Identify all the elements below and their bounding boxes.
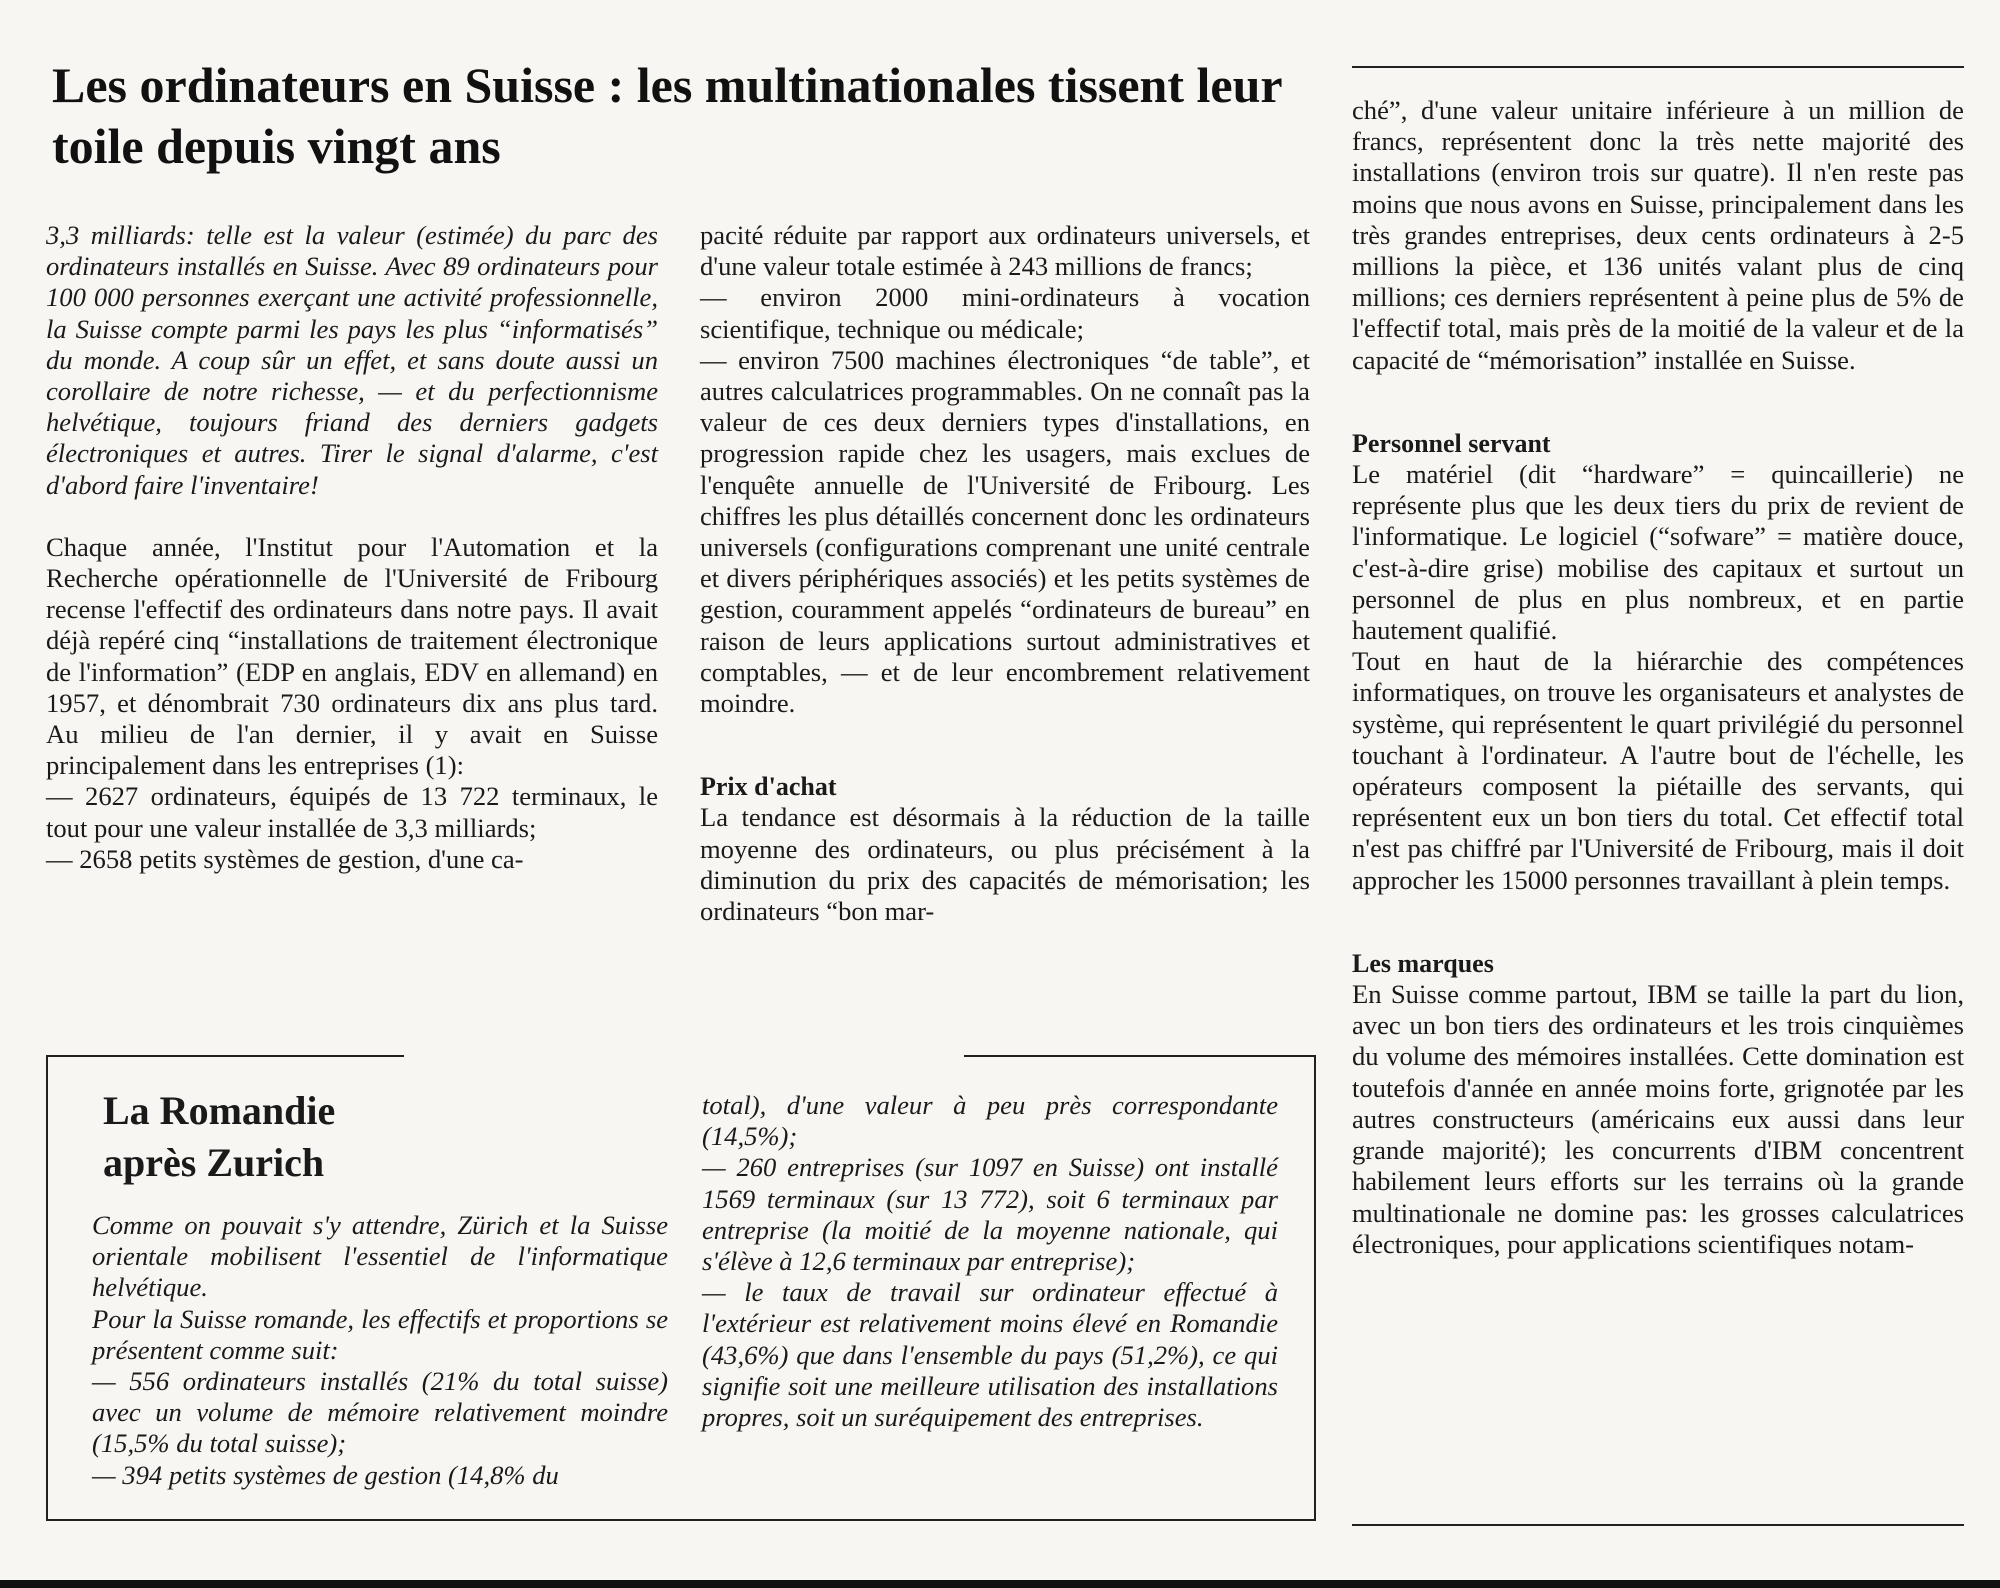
box-paragraph: Pour la Suisse romande, les effectifs et proportions se présentent comme suit: — [92, 1303, 668, 1365]
article-paragraph: — environ 7500 machines électroniques “de table”, et autres calculatrices programmables. On ne connaît pas la valeur de ces deux derniers types d'installations, en progression rapide chez les usagers, mais exclues de l'enquête annuelle de l'Université de Fribourg. Les chiffres les plus détaillés concernent donc les ordinateurs universels (configurations comprenant une unité centrale et divers périphériques associés) et les petits systèmes de gestion, couramment appelés “ordinateurs de bureau” en raison de leurs applications surtout administratives et comptables, — et de leur encombrement relativement moindre. — [700, 344, 1310, 719]
box-paragraph: Comme on pouvait s'y attendre, Zürich et la Suisse orientale mobilisent l'essentiel de l'informatique helvétique. — [92, 1210, 668, 1303]
article-column-2 — [700, 220, 1310, 927]
box-paragraph: — 394 petits systèmes de gestion (14,8% du — [92, 1459, 559, 1490]
article-paragraph: Le matériel (dit “hardware” = quincaillerie) ne représente plus que les deux tiers du prix de revient de l'informatique. Le logiciel (“sofware” = matière douce, c'est-à-dire grise) mobilise des capitaux et surtout un personnel de plus en plus nombreux, et en partie hautement qualifié. — [1352, 459, 1964, 646]
box-paragraph: — 260 entreprises (sur 1097 en Suisse) ont installé 1569 terminaux (sur 13 772), soit 6 terminaux par entreprise (la moitié de la moyenne nationale, qui s'élève à 12,6 terminaux par entreprise); — [702, 1152, 1278, 1277]
page-edge — [0, 1580, 2000, 1588]
article-paragraph: En Suisse comme partout, IBM se taille la part du lion, avec un bon tiers des ordinateurs et les trois cinquièmes du volume des mémoires installées. Cette domination est toutefois d'année en année moins forte, grignotée par les autres constructeurs (américains eux aussi dans leur grande majorité); les concurrents d'IBM concentrent habilement leurs efforts sur les terrains où la grande multinationale ne domine pas: les grosses calculatrices électroniques, pour applications scientifiques notam- — [1352, 979, 1964, 1259]
article-paragraph: — environ 2000 mini-ordinateurs à vocation scientifique, technique ou médicale; — [700, 282, 1310, 344]
box-title — [103, 1085, 523, 1189]
box-column-left — [92, 1210, 668, 1491]
box-column-right — [702, 1090, 1278, 1433]
box-title-line: La Romandie — [103, 1088, 336, 1133]
section-heading-personnel: Personnel servant — [1352, 428, 1551, 458]
box-rule-right — [964, 1055, 1316, 1057]
article-paragraph: Chaque année, l'Institut pour l'Automation et la Recherche opérationnelle de l'Université de Fribourg recense l'effectif des ordinateurs dans notre pays. Il avait déjà repéré cinq “installations de traitement électronique de l'information” (EDP en anglais, EDV en allemand) en 1957, et dénombrait 730 ordinateurs dix ans plus tard. Au milieu de l'an dernier, il y avait en Suisse principalement dans les entreprises (1): — [46, 531, 658, 781]
article-paragraph: — 2658 petits systèmes de gestion, d'une ca- — [46, 843, 524, 874]
box-rule-left — [46, 1055, 404, 1057]
box-paragraph: — le taux de travail sur ordinateur effectué à l'extérieur est relativement moins élevé en Romandie (43,6%) que dans l'ensemble du pays (51,2%), ce qui signifie soit une meilleure utilisation des installations propres, soit un suréquipement des entreprises. — [702, 1277, 1278, 1433]
article-paragraph: — 2627 ordinateurs, équipés de 13 722 terminaux, le tout pour une valeur installée de 3,3 milliards; — [46, 781, 658, 843]
article-paragraph: ché”, d'une valeur unitaire inférieure à un million de francs, représentent donc la très nette majorité des installations (environ trois sur quatre). Il n'en reste pas moins que nous avons en Suisse, principalement dans les très grandes entreprises, deux cents ordinateurs à 2-5 millions la pièce, et 136 unités valant plus de cinq millions; ces derniers représentent à peine plus de 5% de l'effectif total, mais près de la moitié de la valeur et de la capacité de “mémorisation” installée en Suisse. — [1352, 95, 1964, 375]
article-paragraph: Tout en haut de la hiérarchie des compétences informatiques, on trouve les organisateurs et analystes de système, qui représentent le quart privilégié du personnel touchant à l'ordinateur. A l'autre bout de l'échelle, les opérateurs composent la piétaille des servants, qui représentent eux un bon tiers du total. Cet effectif total n'est pas chiffré par l'Université de Fribourg, mais il doit approcher les 15000 personnes travaillant à plein temps. — [1352, 646, 1964, 895]
section-heading-prix-achat: Prix d'achat — [700, 772, 837, 802]
article-column-1 — [46, 220, 658, 875]
section-heading-marques: Les marques — [1352, 948, 1494, 978]
article-column-3 — [1352, 95, 1964, 1260]
article-paragraph: pacité réduite par rapport aux ordinateurs universels, et d'une valeur totale estimée à 243 millions de francs; — [700, 220, 1310, 282]
column-rule-bottom — [1352, 1524, 1964, 1526]
box-paragraph: total), d'une valeur à peu près correspondante (14,5%); — [702, 1090, 1278, 1152]
article-lead: 3,3 milliards: telle est la valeur (estimée) du parc des ordinateurs installés en Suisse. Avec 89 ordinateurs pour 100 000 personnes exerçant une activité professionnelle, la Suisse compte parmi les pays les plus “informatisés” du monde. A coup sûr un effet, et sans doute aussi un corollaire de notre richesse, — et du perfectionnisme helvétique, toujours friand des derniers gadgets électroniques et autres. Tirer le signal d'alarme, c'est d'abord faire l'inventaire! — [46, 220, 658, 500]
article-title: Les ordinateurs en Suisse : les multinationales tissent leur toile depuis vingt ans — [52, 57, 1282, 174]
column-rule-top — [1352, 66, 1964, 68]
box-title-line: après Zurich — [103, 1140, 325, 1185]
box-paragraph: — 556 ordinateurs installés (21% du total suisse) avec un volume de mémoire relativement moindre (15,5% du total suisse); — [92, 1366, 668, 1459]
article-paragraph: La tendance est désormais à la réduction de la taille moyenne des ordinateurs, ou plus précisément à la diminution du prix des capacités de mémorisation; les ordinateurs “bon mar- — [700, 802, 1310, 927]
